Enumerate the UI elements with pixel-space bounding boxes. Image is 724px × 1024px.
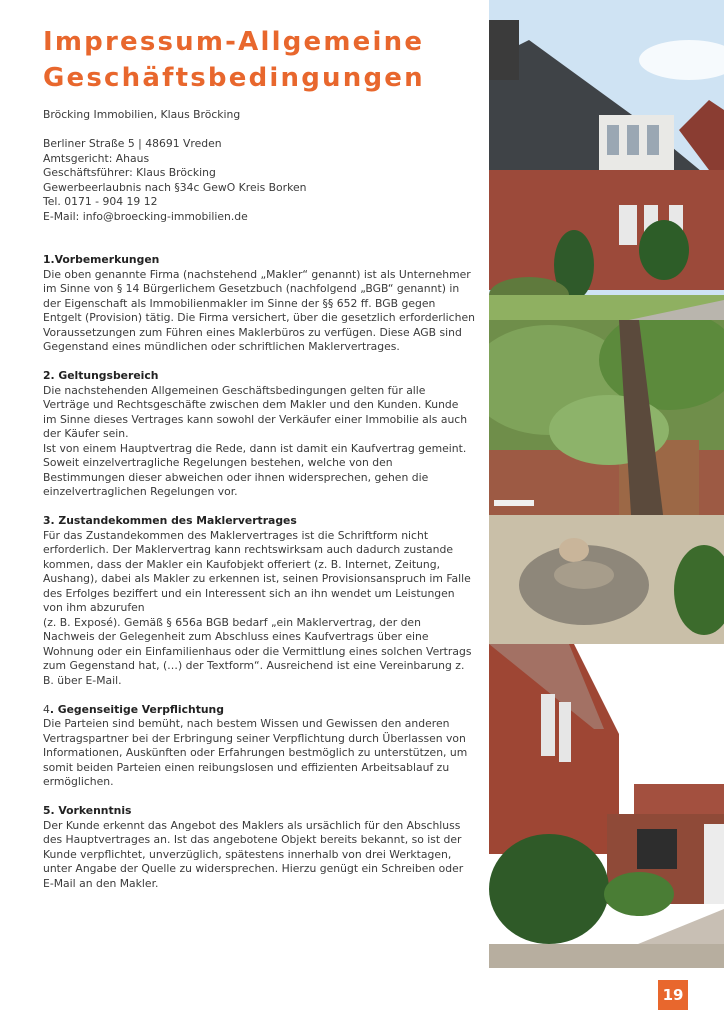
section-body: Für das Zustandekommen des Maklervertrages ist die Schriftform nicht erforderlich. Der Maklervertrag kann rechtswirksam auch dadurch zustande kommen, dass der Makler ein Kaufobjekt offeriert (z. B. Internet, Zeitung, Aushang), dabei als Makler zu erkennen ist, seinen Provisionsanspruch im Falle des Erfolges beziffert und ein Interessent sich an ihn wendet um Leistungen von ihm abzurufen: [43, 528, 471, 614]
company-ceo: Geschäftsführer: Klaus Bröcking: [43, 166, 216, 179]
section-body: Die oben genannte Firma (nachstehend „Makler“ genannt) ist als Unternehmer im Sinne von § 14 Bürgerlichem Gesetzbuch (nachfolgend „BGB“ genannt) in der Eigenschaft als Immobilienmakler im Sinne der §§ 652 ff. BGB gegen Entgelt (Provision) tätig. Die Firma versichert, über die gesetzlich erforderlichen Voraussetzungen zum Führen eines Maklerbüros zu verfügen. Diese AGB sind Gegenstand eines mündlichen oder schriftlichen Maklervertrages.: [43, 267, 475, 353]
section-heading: 1.Vorbemerkungen: [43, 253, 160, 266]
section-heading: 2. Geltungsbereich: [43, 369, 159, 382]
section-heading-text: . Gegenseitige Verpflichtung: [49, 702, 224, 716]
section-heading: 3. Zustandekommen des Maklervertrages: [43, 514, 297, 527]
document-body: [43, 108, 475, 891]
section-body: (z. B. Exposé). Gemäß § 656a BGB bedarf „ein Maklervertrag, der den Nachweis der Gelegenheit zum Abschluss eines Kaufvertrags über eine Wohnung oder ein Einfamilienhaus oder die Vermittlung eines solchen Vertrags zum Gegenstand hat, (…) der Textform“. Ausreichend ist eine Vereinbarung z. B. über E-Mail.: [43, 615, 472, 687]
section-body: Ist von einem Hauptvertrag die Rede, dann ist damit ein Kaufvertrag gemeint. Soweit einzelvertragliche Regelungen bestehen, welche von den Bestimmungen dieser abweichen oder ihnen widersprechen, gehen die einzelvertraglichen Regelungen vor.: [43, 441, 467, 498]
company-email: E-Mail: info@broecking-immobilien.de: [43, 209, 248, 223]
section-body: Die Parteien sind bemüht, nach bestem Wissen und Gewissen den anderen Vertragspartner bei der Erbringung seiner Verpflichtung durch Überlassen von Informationen, Auskünften oder Erfahrungen bestmöglich zu unterstützen, um somit beiden Parteien einen reibungslosen und effizienten Arbeitsablauf zu ermöglichen.: [43, 717, 468, 788]
street-photo: [489, 644, 724, 968]
photo-column: [489, 0, 724, 968]
page-title: Impressum-Allgemeine Geschäftsbedingungen: [43, 27, 425, 93]
company-license: Gewerbeerlaubnis nach §34c GewO Kreis Borken: [43, 180, 307, 194]
section-heading: [43, 703, 475, 718]
house-photo: [489, 0, 724, 320]
company-phone: Tel. 0171 - 904 19 12: [43, 195, 158, 208]
section-body: Der Kunde erkennt das Angebot des Maklers als ursächlich für den Abschluss des Hauptvertrages an. Ist das angebotene Objekt bereits bekannt, so ist der Kunde verpflichtet, unverzüglich, spätestens innerhalb von drei Werktagen, unter Angabe der Quelle zu widersprechen. Hierzu genügt ein Schreiben oder E-Mail an den Makler.: [43, 818, 464, 890]
section-number: 4: [43, 702, 50, 716]
company-address: Berliner Straße 5 | 48691 Vreden: [43, 137, 222, 150]
company-court: Amtsgericht: Ahaus: [43, 151, 150, 165]
company-name: Bröcking Immobilien, Klaus Bröcking: [43, 108, 241, 121]
garden-photo: [489, 320, 724, 644]
section-body: Die nachstehenden Allgemeinen Geschäftsbedingungen gelten für alle Verträge und Rechtsgeschäfte zwischen dem Makler und den Kunden. Kunde im Sinne dieses Vertrages kann sowohl der Verkäufer einer Immobilie als auch der Käufer sein.: [43, 383, 468, 440]
page-number: 19: [658, 980, 688, 1010]
section-heading: 5. Vorkenntnis: [43, 804, 132, 817]
